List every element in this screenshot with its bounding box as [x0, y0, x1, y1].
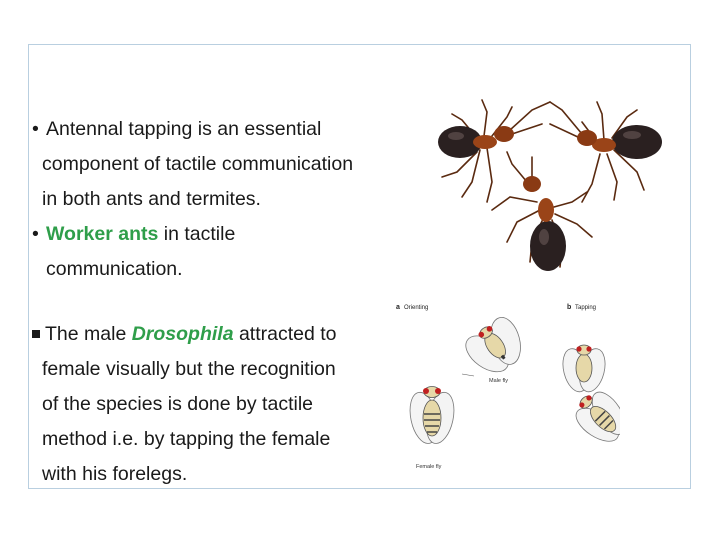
- bullet-2-line-2: communication.: [46, 258, 183, 280]
- bullet-dot-icon: •: [32, 118, 39, 140]
- male-fly-label: Male fly: [489, 378, 508, 384]
- female-fly-a: [406, 387, 458, 447]
- bullet-3-line-5: with his forelegs.: [42, 463, 188, 485]
- panel-b-letter: b: [567, 304, 572, 311]
- bullet-3-line-4: method i.e. by tapping the female: [42, 428, 331, 450]
- bullet-1-line-3: in both ants and termites.: [42, 188, 261, 210]
- square-bullet-icon: [32, 330, 40, 338]
- female-fly-b: [565, 381, 620, 455]
- bullet-3-line-1: The male Drosophila attracted to: [32, 317, 407, 352]
- bullet-dot-icon: •: [32, 223, 39, 245]
- panel-a-label: Orienting: [404, 305, 429, 311]
- worker-ants-highlight: Worker ants: [46, 223, 159, 245]
- panel-a-letter: a: [396, 304, 400, 311]
- drosophila-highlight: Drosophila: [131, 323, 234, 345]
- bullet-1-line-1: • Antennal tapping is an essential: [32, 112, 407, 147]
- slide-text: [32, 112, 407, 492]
- bullet-3-line-3: of the species is done by tactile: [42, 393, 313, 415]
- male-fly-b: [559, 345, 609, 394]
- panel-b-label: Tapping: [575, 305, 597, 311]
- bullet-1-line-2: component of tactile communication: [42, 153, 354, 175]
- ants-illustration: [432, 72, 692, 294]
- male-fly-a: [454, 306, 539, 388]
- bullet-3-line-2: female visually but the recognition: [42, 358, 336, 380]
- bullet-2-line-1: • Worker ants in tactile: [32, 217, 407, 252]
- female-fly-label: Female fly: [416, 464, 442, 470]
- drosophila-diagram: [392, 296, 620, 478]
